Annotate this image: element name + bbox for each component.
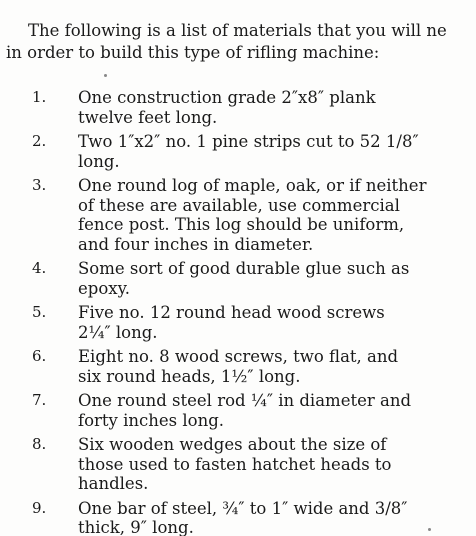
- paper-speck: [428, 528, 431, 531]
- list-item-line: of these are available, use commercial: [78, 195, 400, 215]
- list-item-line: handles.: [78, 474, 149, 493]
- list-item-text: [78, 499, 408, 536]
- list-item-line: those used to fasten hatchet heads to: [78, 454, 392, 474]
- list-item-line: six round heads, 1½″ long.: [78, 366, 301, 386]
- list-item-text: [78, 303, 408, 342]
- list-item-text: [78, 88, 408, 127]
- list-item-line: One round log of maple, oak, or if neither: [78, 176, 427, 195]
- list-item: [0, 88, 476, 127]
- list-item-number: 4.: [32, 259, 47, 277]
- list-item-number: 7.: [32, 391, 47, 409]
- list-item-line: epoxy.: [78, 278, 130, 298]
- list-item-text: [78, 435, 408, 494]
- list-item-line: One round steel rod ¼″ in diameter and: [78, 391, 412, 410]
- list-item: [0, 391, 476, 430]
- list-item-line: 2¼″ long.: [78, 322, 158, 342]
- list-item: [0, 499, 476, 536]
- list-item-line: twelve feet long.: [78, 107, 218, 127]
- list-item-line: and four inches in diameter.: [78, 234, 314, 254]
- list-item-text: [78, 132, 419, 171]
- list-item: [0, 132, 476, 171]
- list-item-line: Some sort of good durable glue such as: [78, 259, 410, 278]
- list-item: [0, 435, 476, 494]
- list-item-number: 2.: [32, 132, 47, 150]
- list-item-line: thick, 9″ long.: [78, 518, 194, 536]
- list-item-text: [78, 176, 427, 254]
- list-item-number: 5.: [32, 303, 47, 321]
- list-item: [0, 176, 476, 254]
- list-item-line: Five no. 12 round head wood screws: [78, 303, 385, 322]
- paper-speck: [104, 74, 107, 77]
- list-item-text: [78, 391, 412, 430]
- list-item-line: One construction grade 2″x8″ plank: [78, 88, 376, 107]
- intro-paragraph: [6, 20, 476, 64]
- list-item-number: 1.: [32, 88, 47, 106]
- list-item-number: 9.: [32, 498, 47, 517]
- list-item: [0, 347, 476, 386]
- list-item-line: Eight no. 8 wood screws, two flat, and: [78, 347, 399, 366]
- list-item-line: fence post. This log should be uniform,: [78, 215, 405, 234]
- list-item: [0, 303, 476, 342]
- list-item-number: 6.: [32, 347, 47, 365]
- intro-line-2: in order to build this type of rifling machine:: [6, 43, 380, 62]
- list-item-number: 8.: [32, 435, 47, 453]
- list-item-text: [78, 347, 408, 386]
- list-item-line: One bar of steel, ¾″ to 1″ wide and 3/8″: [78, 498, 408, 518]
- list-item-line: Two 1″x2″ no. 1 pine strips cut to 52 1/8″: [78, 132, 419, 151]
- list-item-line: Six wooden wedges about the size of: [78, 435, 387, 454]
- intro-line-1: The following is a list of materials that you will ne: [28, 21, 447, 40]
- materials-list: [0, 88, 476, 536]
- list-item-number: 3.: [32, 176, 47, 194]
- list-item-line: forty inches long.: [78, 410, 225, 430]
- list-item-text: [78, 259, 408, 298]
- list-item: [0, 259, 476, 298]
- list-item-line: long.: [78, 151, 120, 171]
